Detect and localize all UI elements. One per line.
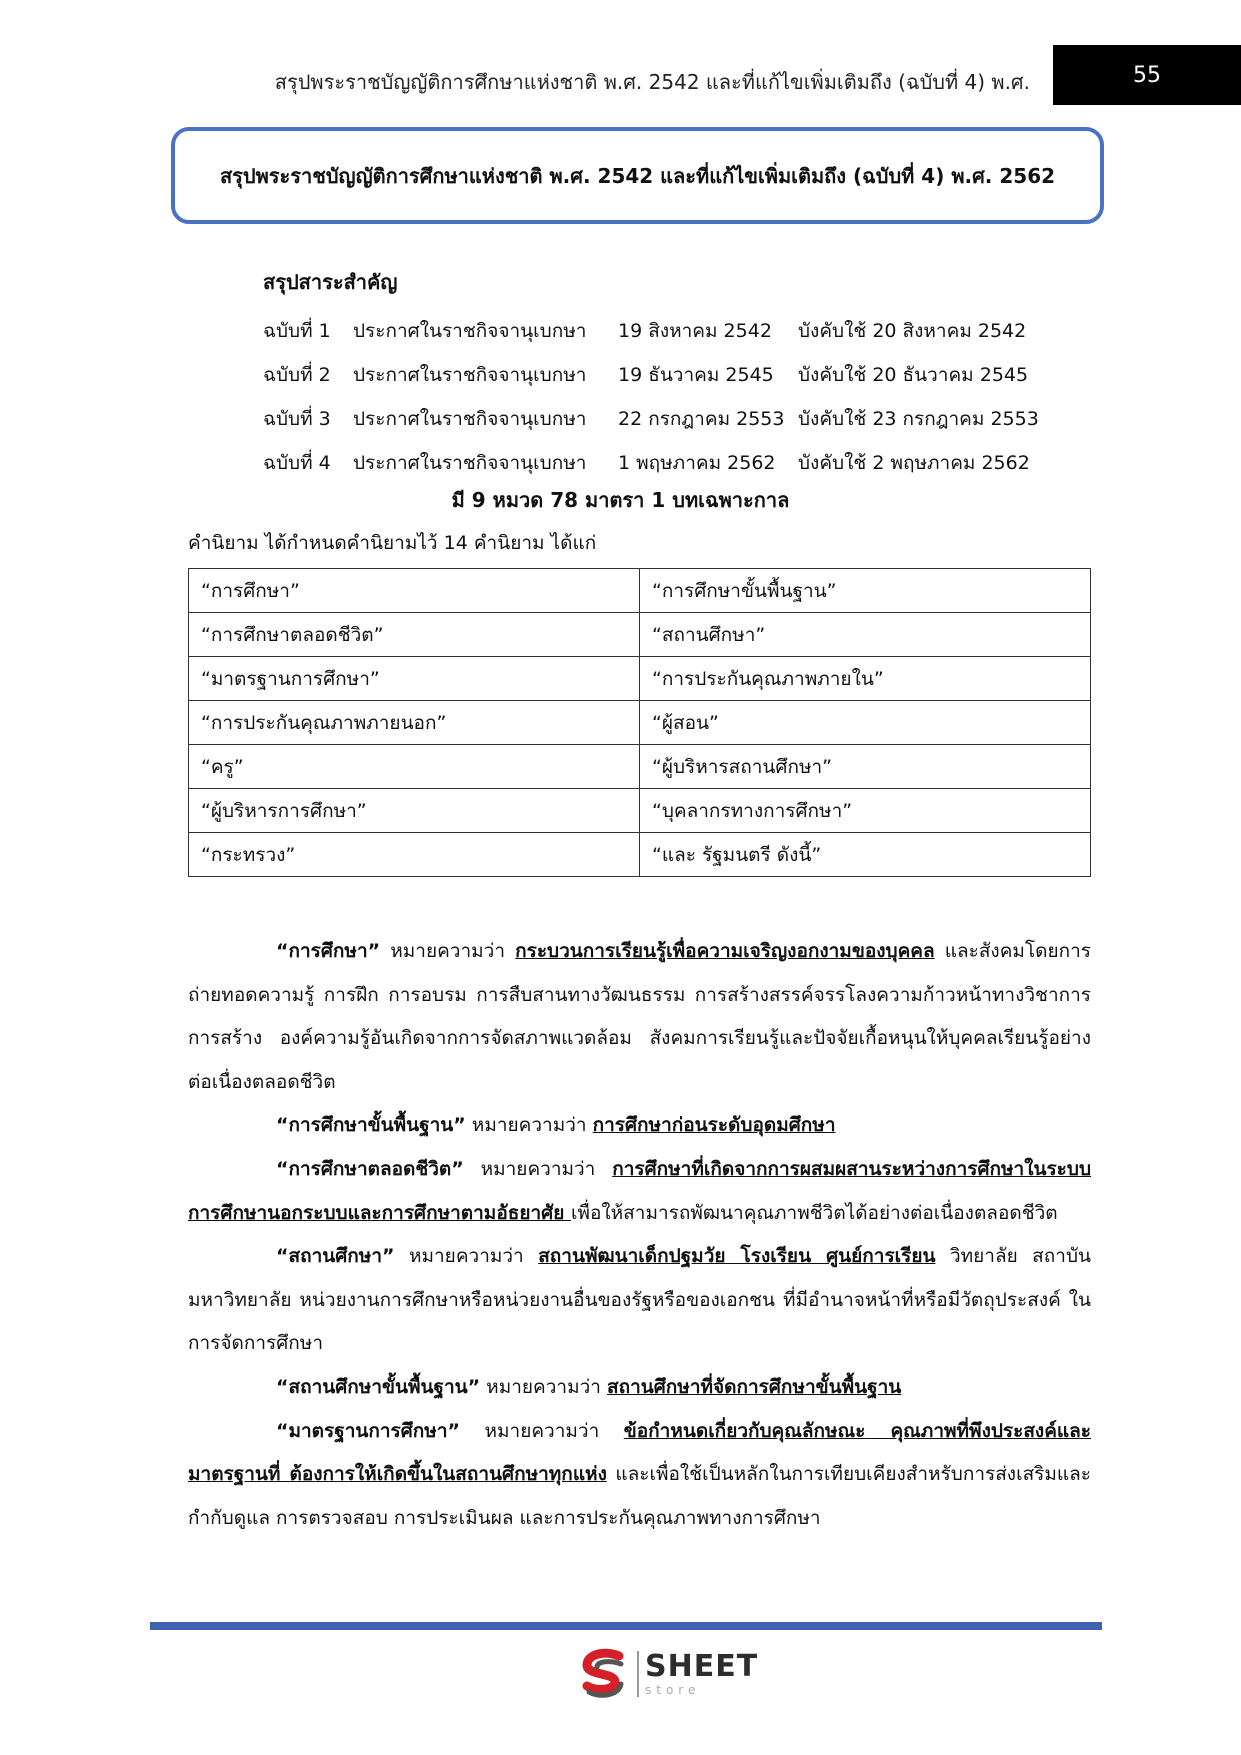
table-row xyxy=(189,789,1091,833)
meaning-word: หมายความว่า xyxy=(390,940,505,962)
edition-published: ประกาศในราชกิจจานุเบกษา xyxy=(353,320,587,342)
chapter-count-line: มี 9 หมวด 78 มาตรา 1 บทเฉพาะกาล xyxy=(451,488,790,512)
definition-key: กระบวนการเรียนรู้เพื่อความเจริญงอกงามของบุคคล xyxy=(515,940,935,962)
edition-row xyxy=(263,309,1093,353)
table-cell: “ผู้บริหารสถานศึกษา” xyxy=(640,745,1091,789)
table-cell: “สถานศึกษา” xyxy=(640,613,1091,657)
definition-term: “การศึกษาขั้นพื้นฐาน” xyxy=(276,1114,466,1137)
table-row xyxy=(189,745,1091,789)
table-cell: “มาตรฐานการศึกษา” xyxy=(189,657,640,701)
definition-key: สถานพัฒนาเด็กปฐมวัย โรงเรียน ศูนย์การเรียน xyxy=(538,1245,936,1268)
definition-term: “การศึกษาตลอดชีวิต” xyxy=(276,1157,464,1180)
edition-label: ฉบับที่ 3 xyxy=(263,408,331,430)
summary-heading: สรุปสาระสำคัญ xyxy=(263,270,398,294)
page-number-box xyxy=(1053,45,1241,105)
sheet-store-logo-icon xyxy=(575,1646,631,1702)
edition-published-date: 19 สิงหาคม 2542 xyxy=(618,320,772,342)
logo-text xyxy=(645,1649,759,1697)
meaning-word: หมายความว่า xyxy=(484,1419,600,1442)
edition-row xyxy=(263,397,1093,441)
definitions-intro: คำนิยาม ได้กำหนดคำนิยามไว้ 14 คำนิยาม ได้แก่ xyxy=(188,532,597,554)
logo-separator xyxy=(637,1651,639,1697)
meaning-word: หมายความว่า xyxy=(408,1245,524,1268)
definition-key: การศึกษาก่อนระดับอุดมศึกษา xyxy=(592,1114,836,1137)
definition-key: สถานศึกษาที่จัดการศึกษาขั้นพื้นฐาน xyxy=(606,1375,902,1398)
edition-effective: บังคับใช้ 20 ธันวาคม 2545 xyxy=(798,364,1029,386)
meaning-word: หมายความว่า xyxy=(480,1157,596,1180)
edition-effective: บังคับใช้ 20 สิงหาคม 2542 xyxy=(798,320,1027,342)
table-cell: “กระทรวง” xyxy=(189,833,640,877)
table-row xyxy=(189,613,1091,657)
edition-published: ประกาศในราชกิจจานุเบกษา xyxy=(353,408,587,430)
definition-paragraph xyxy=(188,1148,1091,1235)
edition-label: ฉบับที่ 4 xyxy=(263,452,331,474)
table-cell: “ผู้บริหารการศึกษา” xyxy=(189,789,640,833)
edition-published-date: 22 กรกฎาคม 2553 xyxy=(618,408,785,430)
definition-paragraph xyxy=(188,1366,1091,1410)
table-cell: “การประกันคุณภาพภายนอก” xyxy=(189,701,640,745)
logo-brand-sub: store xyxy=(645,1683,701,1697)
title-box xyxy=(171,127,1104,224)
table-cell: “การศึกษา” xyxy=(189,569,640,613)
edition-published-date: 19 ธันวาคม 2545 xyxy=(618,364,774,386)
table-cell: “ครู” xyxy=(189,745,640,789)
edition-label: ฉบับที่ 1 xyxy=(263,320,331,342)
edition-published-date: 1 พฤษภาคม 2562 xyxy=(618,452,776,474)
edition-row xyxy=(263,353,1093,397)
definition-term: “สถานศึกษาขั้นพื้นฐาน” xyxy=(276,1375,481,1398)
table-row xyxy=(189,657,1091,701)
table-row xyxy=(189,701,1091,745)
definition-paragraph xyxy=(188,930,1091,1104)
edition-effective: บังคับใช้ 23 กรกฎาคม 2553 xyxy=(798,408,1039,430)
definition-paragraph xyxy=(188,1410,1091,1541)
definition-paragraph xyxy=(188,1104,1091,1148)
table-cell: “ผู้สอน” xyxy=(640,701,1091,745)
sheet-store-logo xyxy=(575,1646,758,1702)
meaning-word: หมายความว่า xyxy=(486,1375,601,1398)
edition-label: ฉบับที่ 2 xyxy=(263,364,331,386)
definitions-table xyxy=(188,568,1091,877)
table-row xyxy=(189,569,1091,613)
definition-rest: และเพื่อใช้เป็นหลักในการเทียบเคียงสำหรับการส่งเสริมและกำกับดูแล การตรวจสอบ การประเมินผล และการประกันคุณภาพทางการศึกษา xyxy=(188,1463,1091,1529)
definition-rest: เพื่อให้สามารถพัฒนาคุณภาพชีวิตได้อย่างต่อเนื่องตลอดชีวิต xyxy=(570,1201,1058,1224)
edition-published: ประกาศในราชกิจจานุเบกษา xyxy=(353,452,587,474)
definition-rest: วิทยาลัย สถาบัน มหาวิทยาลัย หน่วยงานการศึกษาหรือหน่วยงานอื่นของรัฐหรือของเอกชน ที่มีอำนาจหน้าที่หรือมีวัตถุประสงค์ ในการจัดการศึกษา xyxy=(188,1245,1091,1355)
table-cell: “การศึกษาตลอดชีวิต” xyxy=(189,613,640,657)
definition-term: “มาตรฐานการศึกษา” xyxy=(276,1419,460,1442)
definition-term: “การศึกษา” xyxy=(276,940,381,962)
running-header: สรุปพระราชบัญญัติการศึกษาแห่งชาติ พ.ศ. 2542 และที่แก้ไขเพิ่มเติมถึง (ฉบับที่ 4) พ.ศ. xyxy=(274,70,1030,94)
table-cell: “การประกันคุณภาพภายใน” xyxy=(640,657,1091,701)
edition-row xyxy=(263,441,1093,485)
definition-rest: และสังคมโดยการ ถ่ายทอดความรู้ การฝึก การอบรม การสืบสานทางวัฒนธรรม การสร้างสรรค์จรรโลงความก้าวหน้าทางวิชาการ การสร้าง องค์ความรู้อันเกิดจากการจัดสภาพแวดล้อม สังคมการเรียนรู้และปัจจัยเกื้อหนุนให้บุคคลเรียนรู้อย่างต่อเนื่องตลอดชีวิต xyxy=(188,940,1091,1093)
definitions-body xyxy=(188,930,1091,1540)
table-cell: “บุคลากรทางการศึกษา” xyxy=(640,789,1091,833)
footer-divider xyxy=(150,1622,1102,1630)
page-number: 55 xyxy=(1133,62,1161,88)
table-row xyxy=(189,833,1091,877)
table-cell: “การศึกษาขั้นพื้นฐาน” xyxy=(640,569,1091,613)
definition-key: ข้อกำหนดเกี่ยวกับคุณลักษณะ คุณภาพที่พึงประสงค์และมาตรฐานที่ ต้องการให้เกิดขึ้นในสถานศึกษาทุกแห่ง xyxy=(188,1419,1091,1486)
meaning-word: หมายความว่า xyxy=(471,1114,587,1137)
edition-effective: บังคับใช้ 2 พฤษภาคม 2562 xyxy=(798,452,1030,474)
definition-term: “สถานศึกษา” xyxy=(276,1245,395,1268)
document-title: สรุปพระราชบัญญัติการศึกษาแห่งชาติ พ.ศ. 2542 และที่แก้ไขเพิ่มเติมถึง (ฉบับที่ 4) พ.ศ. 2562 xyxy=(219,163,1056,188)
definition-paragraph xyxy=(188,1235,1091,1366)
summary-section xyxy=(263,265,1093,485)
logo-brand: SHEET xyxy=(645,1649,759,1684)
definition-key: การศึกษาที่เกิดจากการผสมผสานระหว่างการศึกษาในระบบ การศึกษานอกระบบและการศึกษาตามอัธยาศัย xyxy=(188,1157,1092,1224)
edition-published: ประกาศในราชกิจจานุเบกษา xyxy=(353,364,587,386)
table-cell: “และ รัฐมนตรี ดังนี้” xyxy=(640,833,1091,877)
